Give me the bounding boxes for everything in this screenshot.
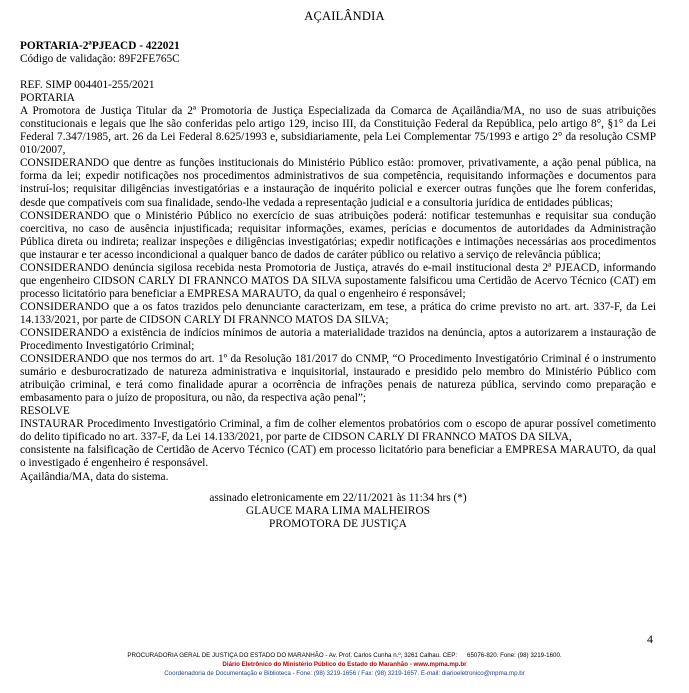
signature-timestamp: assinado eletronicamente em 22/11/2021 às 11:34 hrs (*) — [209, 491, 467, 504]
considerando-paragraph: CONSIDERANDO que dentre as funções institucionais do Ministério Público estão: promover, privativamente, a ação penal pública, na forma da lei; expedir notificações nos procedimentos administrativos de sua competência, requisitando informações e documentos para instruí-los; requisitar diligências investigatórias e a instauração de inquérito policial e exercer outras funções que lhe forem conferidas, desde que compatíveis com sua finalidade, sendo-lhe vedada a representação judicial e a consultoria jurídica de entidades públicas; — [20, 157, 656, 209]
instaurar-paragraph: INSTAURAR Procedimento Investigatório Criminal, a fim de colher elementos probatórios com o escopo de apurar possível cometimento do delito tipificado no art. 337-F, da Lei 14.133/2021, por parte de CIDSON CARLY DI FRANNCO MATOS DA SILVA, — [20, 418, 656, 444]
considerando-paragraph: CONSIDERANDO que a os fatos trazidos pelo denunciante caracterizam, em tese, a prática do crime previsto no art. art. 337-F, da Lei 14.133/2021, por parte de CIDSON CARLY DI FRANNCO MATOS DA SILVA; — [20, 300, 656, 326]
footer-address-line — [0, 651, 689, 660]
page-number: 4 — [647, 632, 653, 646]
footer-contact-line: Coordenadoria de Documentação e Biblioteca - Fone: (98) 3219-1656 / Fax: (98) 3219-1657. E-mail: diarioeletronico@mpma.mp.br — [164, 670, 525, 677]
document-body — [20, 40, 656, 531]
page-footer — [0, 651, 689, 678]
document-type: PORTARIA — [20, 92, 75, 105]
spacer — [20, 66, 656, 79]
portaria-number: PORTARIA-2ªPJEACD - 422021 — [20, 40, 180, 52]
signatory-role: PROMOTORA DE JUSTIÇA — [268, 517, 407, 530]
considerando-paragraph: CONSIDERANDO que nos termos do art. 1º da Resolução 181/2017 do CNMP, “O Procedimento Investigatório Criminal é o instrumento sumário e desburocratizado de natureza administrativa e inquisitorial, instaurado e presidido pelo membro do Ministério Público com atribuição criminal, e terá como finalidade apurar a ocorrência de infrações penais de natureza pública, servindo como preparação e embasamento para o juízo de propositura, ou não, da respectiva ação penal”; — [20, 353, 656, 405]
place-date: Açailândia/MA, data do sistema. — [20, 470, 169, 483]
spacer — [20, 484, 656, 492]
considerando-paragraph: CONSIDERANDO denúncia sigilosa recebida nesta Promotoria de Justiça, através do e-mail institucional desta 2ª PJEACD, informando que engenheiro CIDSON CARLY DI FRANNCO MATOS DA SILVA supostamente falsificou uma Certidão de Acervo Técnico (CAT) em processo licitatório para beneficiar a EMPRESA MARAUTO, da qual o engenheiro é responsável; — [20, 261, 656, 300]
resolve-heading: RESOLVE — [20, 405, 70, 418]
instaurar-continuation: consistente na falsificação de Certidão de Acervo Técnico (CAT) em processo licitatório para beneficiar a EMPRESA MARAUTO, da qual o investigado é engenheiro é responsável. — [20, 444, 656, 470]
footer-phone: 65076-820. Fone: (98) 3219-1600. — [467, 652, 562, 659]
validation-code: Código de validação: 89F2FE765C — [20, 53, 180, 66]
footer-journal-line: Diário Eletrônico do Ministério Público do Estado do Maranhão - www.mpma.mp.br — [222, 661, 467, 668]
preamble-paragraph: A Promotora de Justiça Titular da 2ª Promotoria de Justiça Especializada da Comarca de Açailândia/MA, no uso de suas atribuições constitucionais e legais que lhe são conferidas pelo artigo 129, inciso III, da Constituição Federal da República, pelo artigo 8°, §1° da Lei Federal 7.347/1985, art. 26 da Lei Federal 8.625/1993 e, subsidiariamente, pela Lei Complementar 75/1993 e artigo 2° da resolução CSMP 010/2007, — [20, 105, 656, 157]
considerando-paragraph: CONSIDERANDO a existência de indícios mínimos de autoria a materialidade trazidos na denúncia, aptos a autorizarem a instauração de Procedimento Investigatório Criminal; — [20, 326, 656, 353]
reference-number: REF. SIMP 004401-255/2021 — [20, 79, 155, 92]
footer-address: PROCURADORIA GERAL DE JUSTIÇA DO ESTADO DO MARANHÃO - Av. Prof. Carlos Cunha n.º, 3261 Calhau. CEP: — [127, 652, 458, 659]
signatory-name: GLAUCE MARA LIMA MALHEIROS — [245, 504, 431, 517]
considerando-paragraph: CONSIDERANDO que o Ministério Público no exercício de suas atribuições poderá: notificar testemunhas e requisitar sua condução coercitiva, no caso de ausência injustificada; requisitar informações, exames, perícias e documentos de autoridades da Administração Pública direta ou indireta; realizar inspeções e diligências investigatórias; expedir notificações e intimações necessárias aos procedimentos que instaurar e ter acesso incondicional a qualquer banco de dados de caráter público ou relativo a serviço de relevância pública; — [20, 209, 656, 261]
city-header: AÇAILÂNDIA — [304, 9, 385, 23]
